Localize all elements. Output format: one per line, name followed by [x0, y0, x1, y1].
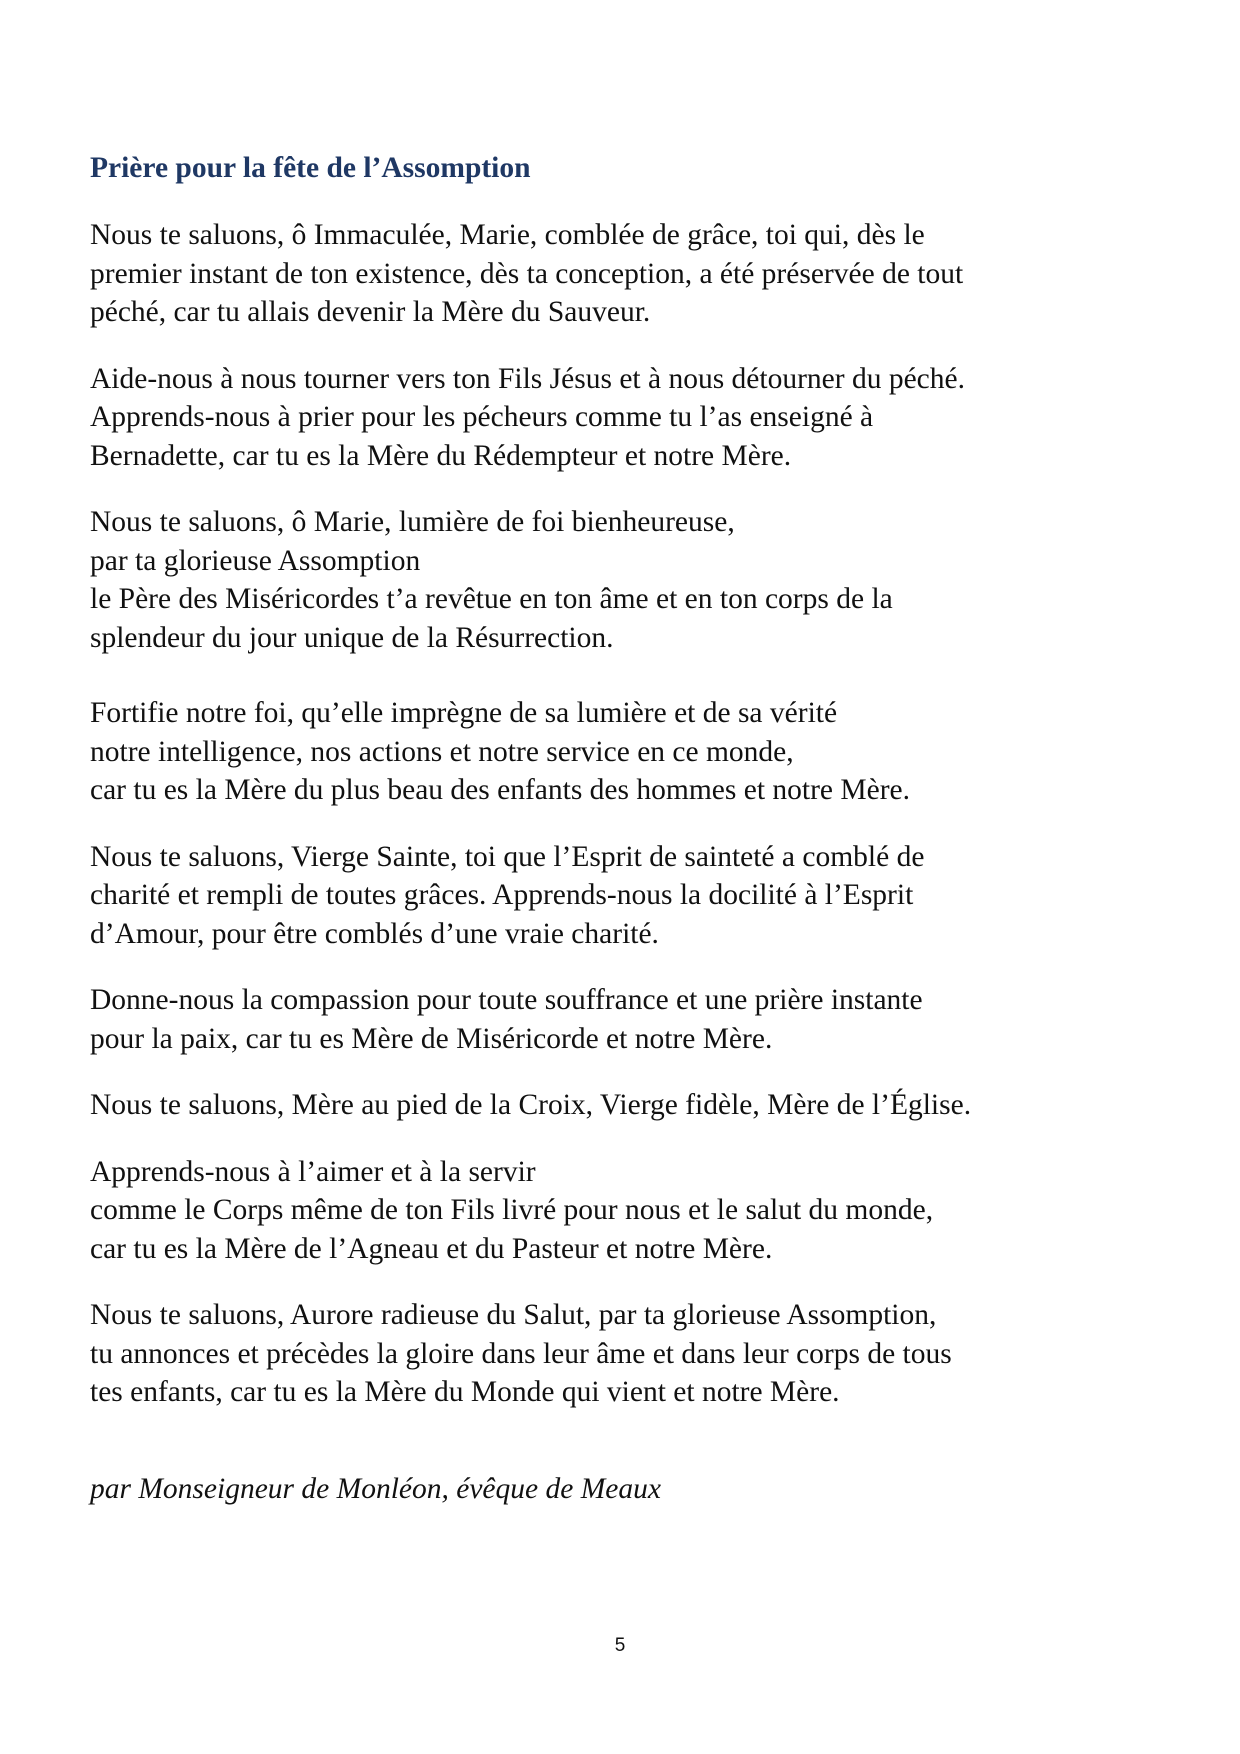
paragraph-line: par ta glorieuse Assomption: [90, 544, 421, 577]
paragraph-line: Nous te saluons, ô Marie, lumière de foi bienheureuse,: [90, 506, 735, 538]
paragraph-line: Nous te saluons, ô Immaculée, Marie, comblée de grâce, toi qui, dès le: [90, 219, 925, 251]
paragraph-7: [90, 1086, 1210, 1125]
paragraph-line: Nous te saluons, Vierge Sainte, toi que l’Esprit de sainteté a comblé de: [90, 840, 925, 873]
paragraph-5: [90, 838, 1210, 954]
paragraph-line: Aide-nous à nous tourner vers ton Fils Jésus et à nous détourner du péché.: [90, 362, 965, 395]
prayer-body: [90, 216, 1210, 1412]
author-signature: par Monseigneur de Monléon, évêque de Meaux: [90, 1473, 661, 1505]
paragraph-1: [90, 216, 1210, 332]
paragraph-line: car tu es la Mère de l’Agneau et du Pasteur et notre Mère.: [90, 1232, 773, 1265]
paragraph-3: [90, 503, 1210, 657]
paragraph-line: splendeur du jour unique de la Résurrection.: [90, 621, 614, 654]
paragraph-line: Nous te saluons, Aurore radieuse du Salut, par ta glorieuse Assomption,: [90, 1299, 937, 1331]
paragraph-line: Apprends-nous à l’aimer et à la servir: [90, 1155, 536, 1188]
paragraph-line: Bernadette, car tu es la Mère du Rédempteur et notre Mère.: [90, 439, 792, 472]
paragraph-line: péché, car tu allais devenir la Mère du Sauveur.: [90, 296, 651, 328]
paragraph-9: [90, 1296, 1210, 1412]
paragraph-line: charité et rempli de toutes grâces. Apprends-nous la docilité à l’Esprit: [90, 879, 914, 911]
paragraph-line: pour la paix, car tu es Mère de Miséricorde et notre Mère.: [90, 1022, 773, 1055]
paragraph-line: comme le Corps même de ton Fils livré pour nous et le salut du monde,: [90, 1194, 934, 1226]
paragraph-line: Apprends-nous à prier pour les pécheurs comme tu l’as enseigné à: [90, 401, 874, 433]
paragraph-line: d’Amour, pour être comblés d’une vraie charité.: [90, 917, 659, 950]
page-title: Prière pour la fête de l’Assomption: [90, 152, 531, 184]
paragraph-line: Fortifie notre foi, qu’elle imprègne de sa lumière et de sa vérité: [90, 697, 838, 729]
page-number: 5: [614, 1635, 626, 1656]
paragraph-4: [90, 694, 1210, 810]
paragraph-line: le Père des Miséricordes t’a revêtue en ton âme et en ton corps de la: [90, 583, 893, 615]
paragraph-line: car tu es la Mère du plus beau des enfants des hommes et notre Mère.: [90, 774, 910, 806]
paragraph-6: [90, 981, 1210, 1058]
paragraph-8: [90, 1153, 1210, 1269]
paragraph-line: Donne-nous la compassion pour toute souffrance et une prière instante: [90, 984, 923, 1016]
paragraph-line: Nous te saluons, Mère au pied de la Croix, Vierge fidèle, Mère de l’Église.: [90, 1089, 972, 1121]
paragraph-line: premier instant de ton existence, dès ta conception, a été préservée de tout: [90, 257, 964, 290]
paragraph-line: notre intelligence, nos actions et notre service en ce monde,: [90, 735, 794, 768]
paragraph-line: tes enfants, car tu es la Mère du Monde qui vient et notre Mère.: [90, 1376, 840, 1408]
paragraph-2: [90, 360, 1210, 476]
paragraph-line: tu annonces et précèdes la gloire dans leur âme et dans leur corps de tous: [90, 1337, 952, 1370]
